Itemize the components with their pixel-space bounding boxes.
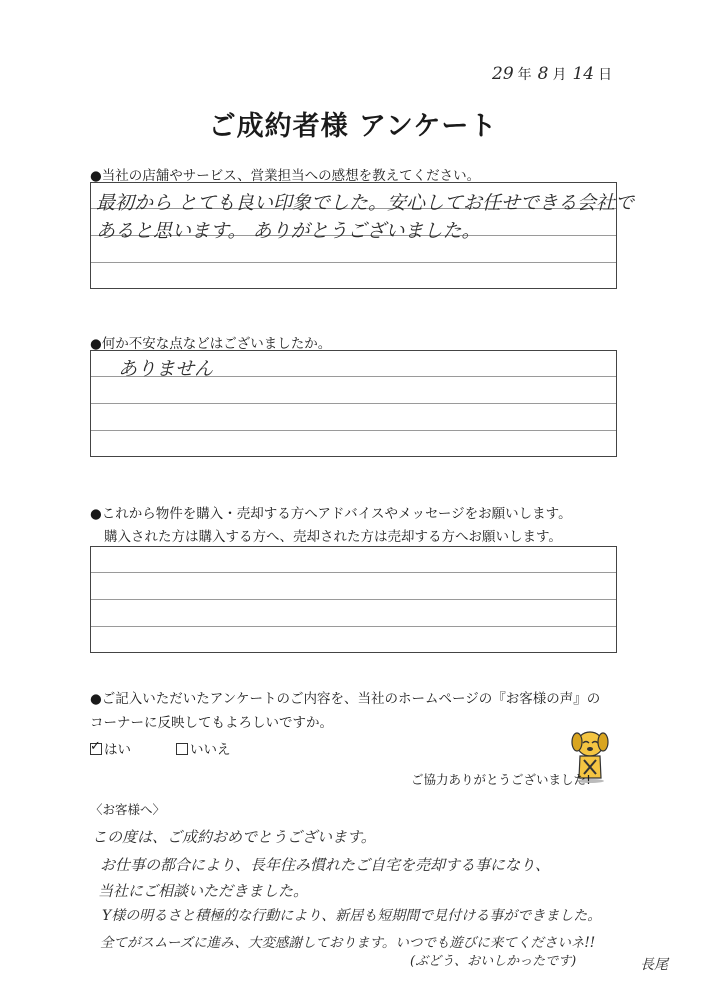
consent-yes-option[interactable] [90,738,131,758]
yes-checkbox[interactable] [90,739,102,755]
customer-line-3: 当社にご相談いただきました。 [98,882,309,900]
customer-note: (ぶどう、おいしかったです) [410,954,577,969]
date-year: 29 [492,64,514,84]
customer-line-5: 全てがスムーズに進み、大変感謝しております。いつでも遊びに来てくださいネ!! [100,935,596,951]
question-3-label: ●これから物件を購入・売却する方へアドバイスやメッセージをお願いします。 [90,506,572,522]
customer-line-2: お仕事の都合により、長年住み慣れたご自宅を売却する事になり、 [100,856,551,874]
customer-line-4: Y様の明るさと積極的な行動により、新居も短期間で見付ける事ができました。 [102,908,602,924]
answer-box-3[interactable] [90,546,617,653]
month-label: 月 [552,67,567,83]
yes-label: はい [104,742,131,758]
consent-no-option[interactable] [176,738,231,758]
year-label: 年 [517,67,532,83]
question-3-sublabel: 購入された方は購入する方へ、売却された方は売却する方へお願いします。 [104,529,562,545]
question-2-label: ●何か不安な点などはございましたか。 [90,336,332,352]
answer-1-line-1: 最初から とても良い印象でした。安心してお任せできる会社で [96,192,635,214]
customer-line-1: この度は、ご成約おめでとうございます。 [92,828,376,846]
date-line [492,64,618,84]
no-label: いいえ [190,742,231,758]
answer-2-line-1: ありません [118,358,214,380]
customer-signature: 長尾 [640,957,668,973]
no-checkbox[interactable] [176,743,188,755]
answer-1-line-2: あると思います。 ありがとうございました。 [96,220,481,242]
page-title: ご成約者様 アンケート [208,111,498,142]
question-4-label-line-2: コーナーに反映してもよろしいですか。 [90,715,333,731]
question-1-label: ●当社の店舗やサービス、営業担当への感想を教えてください。 [90,168,481,184]
question-4-label-line-1: ●ご記入いただいたアンケートのご内容を、当社のホームページの『お客様の声』の [90,691,601,707]
thanks-message: ご協力ありがとうございました! [411,772,592,787]
customer-section-label: 〈お客様へ〉 [90,802,166,817]
check-mark-icon: ✓ [90,739,101,754]
date-month: 8 [537,64,549,84]
day-label: 日 [598,67,613,83]
date-day: 14 [572,64,595,84]
